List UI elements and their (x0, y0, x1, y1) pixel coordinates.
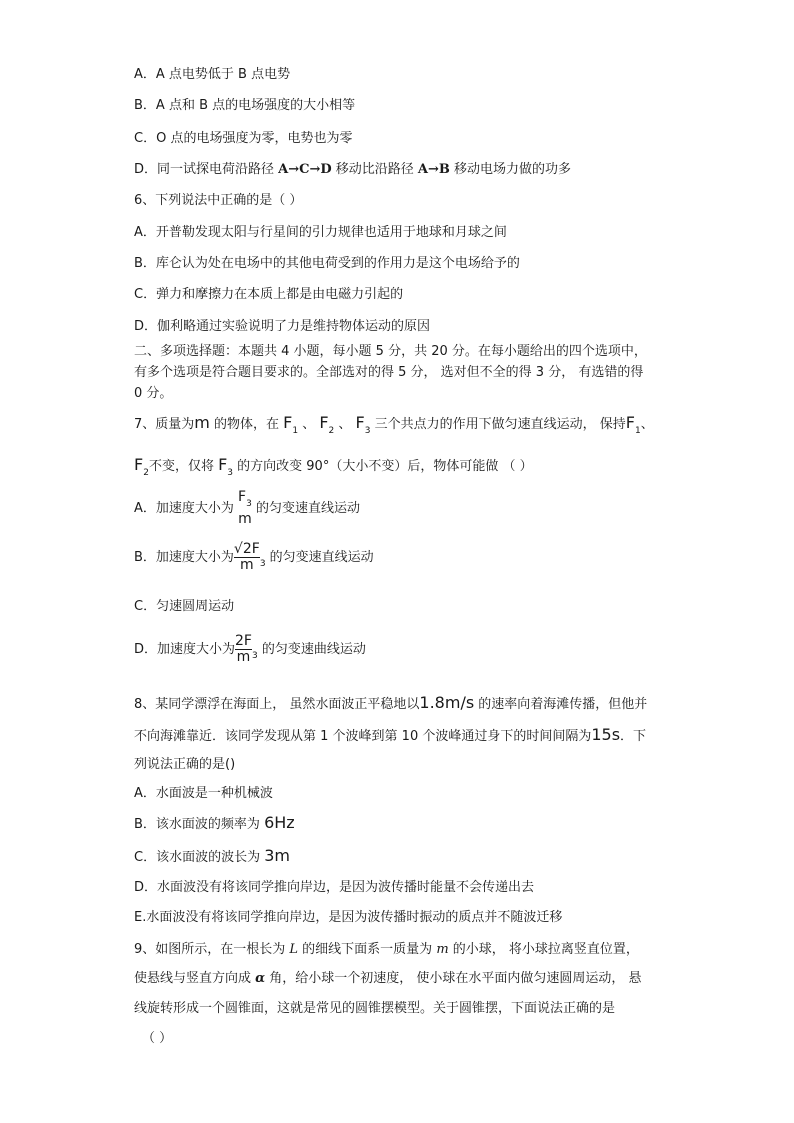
q5-d-pre: D．同一试探电荷沿路径 (134, 162, 279, 177)
q7-text: 的方向改变 90°（大小不变）后，物体可能做 （ ） (233, 459, 533, 474)
q8-text: 的速率向着海滩传播，但他并 (474, 697, 648, 712)
q9-stem-line1 (134, 941, 639, 959)
q9-text: 9、如图所示，在一根长为 (134, 942, 290, 957)
q8-option-e: E.水面波没有将该同学推向岸边，是因为波传播时振动的质点并不随波迁移 (134, 910, 563, 925)
q7-b-numerator: √2F (233, 541, 260, 557)
q7-subscript: 1 (292, 426, 299, 436)
q9-stem-line2 (134, 970, 642, 988)
q7-option-a (134, 490, 360, 527)
section2-line3: 0 分。 (134, 386, 173, 401)
q7-b-fraction (234, 542, 260, 573)
q7-force-symbol: F (319, 413, 329, 432)
q7-force-symbol: F (238, 489, 247, 505)
q7-text: 7、质量为 (134, 417, 195, 432)
q5-d-post: 移动电场力做的功多 (449, 162, 572, 177)
q8-c-pre: C．该水面波的波长为 (134, 850, 265, 865)
q9-mass-symbol: m (436, 942, 449, 957)
q9-text: 角，给小球一个初速度， 使小球在水平面内做匀速圆周运动， 悬 (265, 971, 642, 986)
q9-stem-line3: 线旋转形成一个圆锥面，这就是常见的圆锥摆模型。关于圆锥摆，下面说法正确的是 (134, 1001, 616, 1016)
q9-text: 的小球， 将小球拉离竖直位置， (448, 942, 639, 957)
q7-mass-symbol: m (240, 557, 254, 573)
q7-text: 的物体，在 (209, 417, 284, 432)
section2-line1: 二、多项选择题：本题共 4 小题，每小题 5 分，共 20 分。在每小题给出的四个选项中， (134, 344, 647, 359)
q7-force-symbol: F (218, 455, 228, 474)
q7-subscript: 1 (634, 426, 641, 436)
q7-force-symbol: F (134, 455, 144, 474)
q8-stem-line1 (134, 694, 647, 714)
q7-subscript: 3 (246, 499, 252, 509)
q8-frequency-value: 6Hz (264, 813, 295, 832)
q5-d-path1: A→C→D (278, 162, 332, 177)
q8-speed-value: 1.8m/s (419, 693, 475, 712)
q8-b-pre: B．该水面波的频率为 (134, 817, 265, 832)
q7-b-post: 的匀变速直线运动 (265, 550, 374, 565)
q7-mass-symbol: m (238, 511, 252, 527)
q7-mass-symbol: m (194, 413, 210, 432)
q7-subscript: 2 (143, 468, 149, 478)
q7-stem-line2 (134, 456, 533, 482)
q7-a-pre: A．加速度大小为 (134, 501, 239, 516)
q9-text: 使悬线与竖直方向成 (134, 971, 256, 986)
q8-time-value: 15s (591, 725, 621, 744)
q7-separator: 、 (334, 417, 356, 432)
q7-force-symbol: F (283, 413, 293, 432)
q6-option-b: B．库仑认为处在电场中的其他电荷受到的作用力是这个电场给予的 (134, 256, 520, 271)
q7-subscript: 3 (259, 559, 266, 569)
q7-option-d (134, 634, 366, 671)
q7-option-b (134, 542, 374, 579)
q7-a-fraction (238, 490, 252, 527)
q5-d-path2: A→B (417, 162, 450, 177)
q5-option-c: C．O 点的电场强度为零，电势也为零 (134, 131, 353, 146)
q7-mass-symbol: m (236, 649, 251, 665)
q7-text: 三个共点力的作用下做匀速直线运动， 保持 (370, 417, 626, 432)
q6-stem: 6、下列说法中正确的是（ ） (134, 193, 303, 208)
q8-option-a: A．水面波是一种机械波 (134, 786, 273, 801)
q8-option-d: D．水面波没有将该同学推向岸边，是因为波传播时能量不会传递出去 (134, 880, 535, 895)
q5-option-d (134, 161, 571, 179)
q7-separator: 、 (298, 417, 320, 432)
q7-force-symbol: F (625, 413, 635, 432)
q8-text: ．下 (620, 729, 647, 744)
q5-d-mid: 移动比沿路径 (331, 162, 418, 177)
q7-stem-line1 (134, 414, 654, 440)
q7-text: 不变，仅将 (148, 459, 219, 474)
q9-text: 的细线下面系一质量为 (298, 942, 437, 957)
q7-subscript: 3 (227, 468, 234, 478)
q5-option-b: B．A 点和 B 点的电场强度的大小相等 (134, 98, 356, 113)
q7-a-post: 的匀变速直线运动 (251, 501, 360, 516)
q8-option-b (134, 814, 295, 834)
q7-force-symbol: F (355, 413, 365, 432)
q8-text: 不向海滩靠近．该同学发现从第 1 个波峰到第 10 个波峰通过身下的时间间隔为 (134, 729, 592, 744)
q8-stem-line3: 列说法正确的是() (134, 757, 236, 772)
q7-text: 、 (640, 417, 654, 432)
q9-answer-bracket: （ ） (142, 1031, 173, 1046)
q8-stem-line2 (134, 726, 646, 746)
q6-option-d: D．伽利略通过实验说明了力是维持物体运动的原因 (134, 319, 431, 334)
q7-b-pre: B．加速度大小为 (134, 550, 234, 565)
q9-angle-symbol: α (255, 971, 266, 986)
q7-d-post: 的匀变速曲线运动 (257, 642, 366, 657)
q7-subscript: 3 (364, 426, 371, 436)
q6-option-c: C．弹力和摩擦力在本质上都是由电磁力引起的 (134, 287, 404, 302)
section2-line2: 有多个选项是符合题目要求的。全部选对的得 5 分， 选对但不全的得 3 分， 有选错的得 (134, 365, 644, 380)
q7-option-c: C．匀速圆周运动 (134, 599, 235, 614)
q7-d-pre: D．加速度大小为 (134, 642, 236, 657)
q7-d-fraction (235, 634, 252, 665)
q5-option-a: A．A 点电势低于 B 点电势 (134, 67, 291, 82)
q9-length-symbol: L (289, 942, 299, 957)
q8-wavelength-value: 3m (264, 846, 290, 865)
q8-text: 8、某同学漂浮在海面上， 虽然水面波正平稳地以 (134, 697, 420, 712)
q6-option-a: A．开普勒发现太阳与行星间的引力规律也适用于地球和月球之间 (134, 225, 507, 240)
q7-subscript: 2 (328, 426, 335, 436)
q8-option-c (134, 847, 290, 867)
q7-d-numerator: 2F (235, 633, 252, 649)
q7-subscript: 3 (251, 651, 258, 661)
